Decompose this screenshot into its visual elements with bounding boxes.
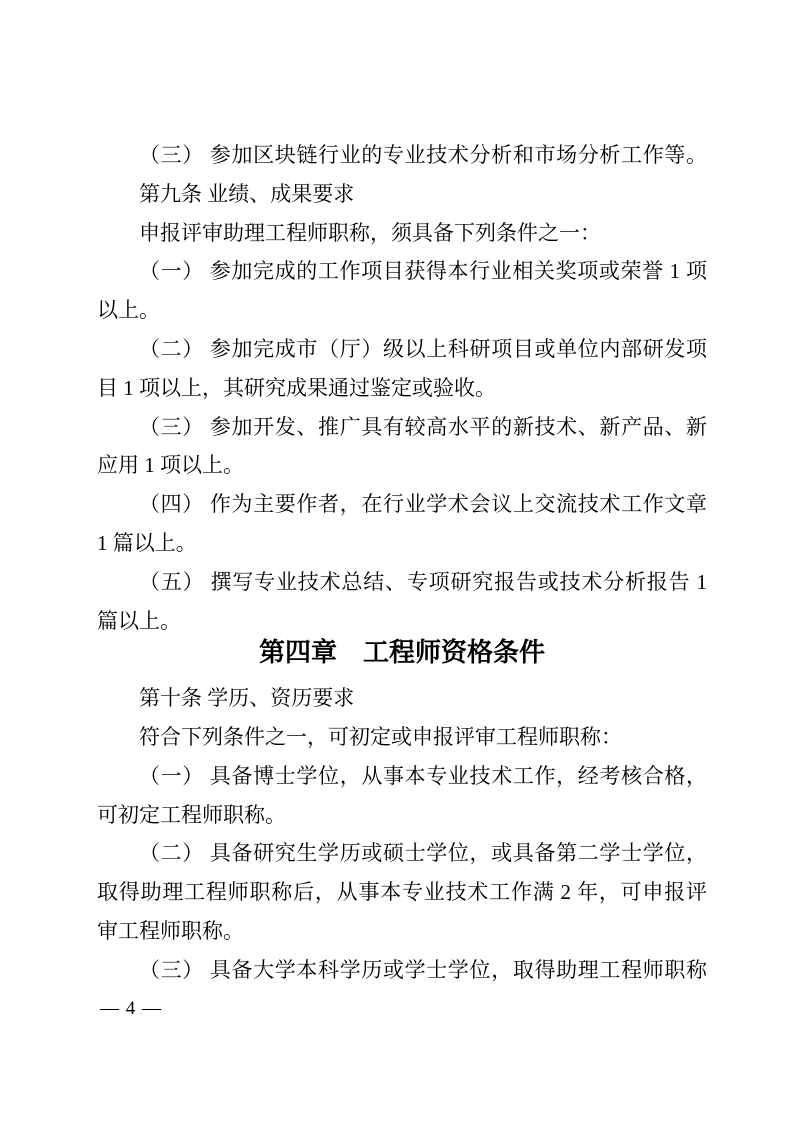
text-line: （四） 作为主要作者，在行业学术会议上交流技术工作文章 <box>139 492 707 517</box>
text-line: （二） 具备研究生学历或硕士学位，或具备第二学士学位， <box>139 841 707 866</box>
text-line: 目 1 项以上，其研究成果通过鉴定或验收。 <box>97 375 496 400</box>
document-body <box>97 136 707 990</box>
text-line: 以上。 <box>97 298 160 323</box>
text-line: 可初定工程师职称。 <box>97 802 286 827</box>
text-line: 篇以上。 <box>97 608 181 633</box>
text-line: （三） 参加区块链行业的专业技术分析和市场分析工作等。 <box>139 143 707 167</box>
text-line: 1 篇以上。 <box>97 530 197 555</box>
text-line: （二） 参加完成市（厅）级以上科研项目或单位内部研发项 <box>139 336 707 361</box>
text-line: （一） 具备博士学位，从事本专业技术工作，经考核合格， <box>139 763 707 788</box>
text-line: 第九条 业绩、成果要求 <box>139 181 355 206</box>
text-line: 审工程师职称。 <box>97 918 244 943</box>
text-line: （一） 参加完成的工作项目获得本行业相关奖项或荣誉 1 项 <box>139 259 707 284</box>
text-line: 应用 1 项以上。 <box>97 453 244 478</box>
text-line: （三） 参加开发、推广具有较高水平的新技术、新产品、新 <box>139 414 707 439</box>
page-number: — 4 — <box>100 998 162 1019</box>
chapter-heading: 第四章 工程师资格条件 <box>258 638 545 668</box>
text-line: （五） 撰写专业技术总结、专项研究报告或技术分析报告 1 <box>139 569 707 594</box>
text-line: 取得助理工程师职称后，从事本专业技术工作满 2 年，可申报评 <box>97 880 707 905</box>
text-line: 符合下列条件之一，可初定或申报评审工程师职称： <box>139 724 622 749</box>
text-line: 第十条 学历、资历要求 <box>139 686 355 711</box>
text-line: （三） 具备大学本科学历或学士学位，取得助理工程师职称 <box>139 957 707 982</box>
text-line: 申报评审助理工程师职称，须具备下列条件之一： <box>139 220 601 245</box>
